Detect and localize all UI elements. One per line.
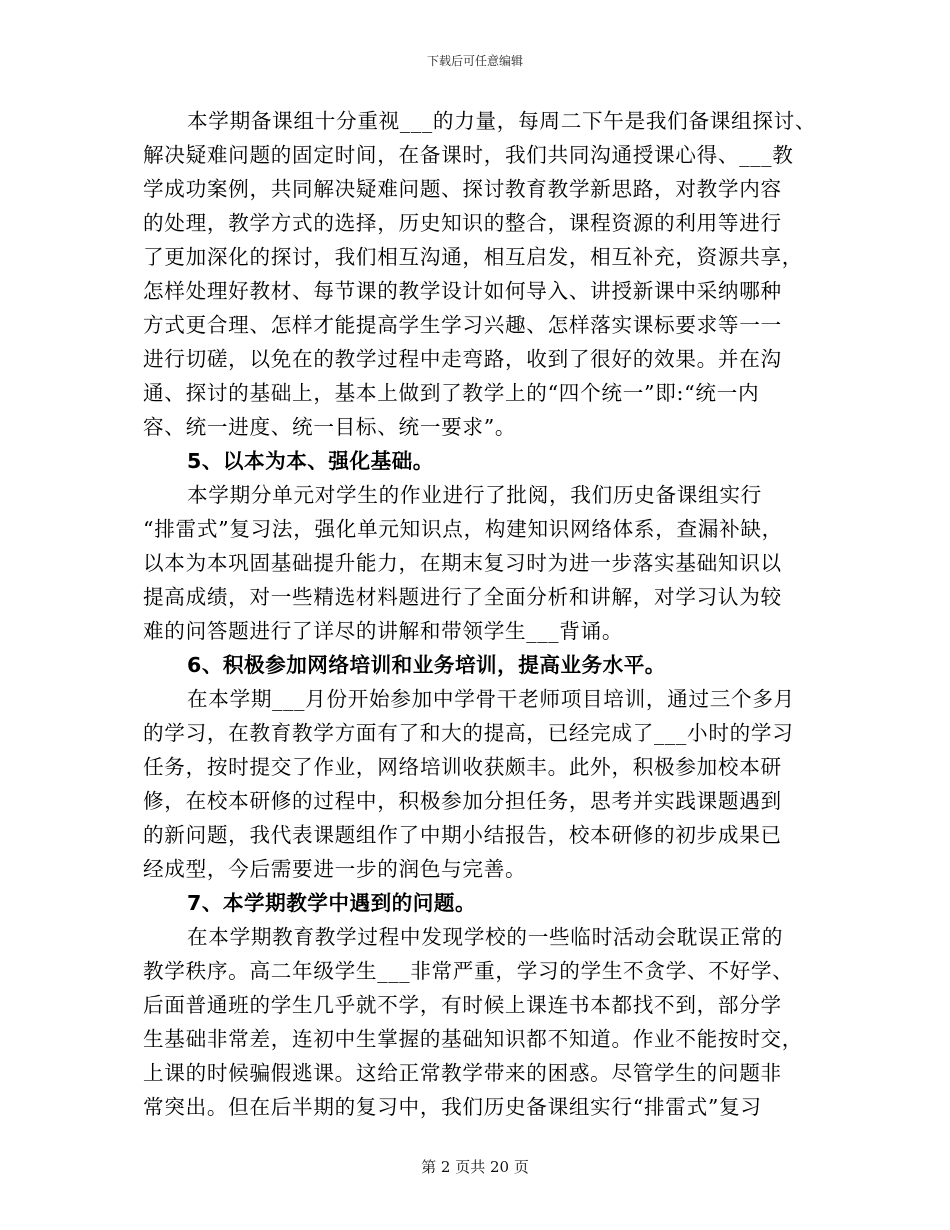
- paragraph-line: 后面普通班的学生几乎就不学，有时候上课连书本都找不到，部分学: [143, 993, 782, 1017]
- paragraph-line: 生基础非常差，连初中生掌握的基础知识都不知道。作业不能按时交，: [143, 1027, 804, 1051]
- paragraph-line: 难的问答题进行了详尽的讲解和带领学生___背诵。: [143, 619, 624, 643]
- paragraph-line: 修，在校本研修的过程中，积极参加分担任务，思考并实践课题遇到: [143, 789, 782, 813]
- paragraph-line: 解决疑难问题的固定时间，在备课时，我们共同沟通授课心得、___教: [143, 143, 794, 167]
- document-body: [143, 104, 817, 1124]
- paragraph-line: 提高成绩，对一些精选材料题进行了全面分析和讲解，对学习认为较: [143, 585, 782, 609]
- section-heading: 6、积极参加网络培训和业务培训，提高业务水平。: [187, 653, 666, 677]
- paragraph-line: 经成型，今后需要进一步的润色与完善。: [143, 857, 527, 881]
- paragraph-line: 本学期备课组十分重视___的力量，每周二下午是我们备课组探讨、: [187, 109, 817, 133]
- paragraph-line: 通、探讨的基础上，基本上做到了教学上的“四个统一”即:“统一内: [143, 381, 760, 405]
- paragraph-line: 以本为本巩固基础提升能力，在期末复习时为进一步落实基础知识以: [143, 551, 782, 575]
- paragraph-line: 方式更合理、怎样才能提高学生学习兴趣、怎样落实课标要求等一一: [143, 313, 782, 337]
- paragraph-line: 的学习，在教育教学方面有了和大的提高，已经完成了___小时的学习: [143, 721, 794, 745]
- paragraph-line: 了更加深化的探讨，我们相互沟通，相互启发，相互补充，资源共享，: [143, 245, 804, 269]
- paragraph-line: 在本学期教育教学过程中发现学校的一些临时活动会耽误正常的: [187, 925, 784, 949]
- paragraph-line: 进行切磋，以免在的教学过程中走弯路，收到了很好的效果。并在沟: [143, 347, 782, 371]
- section-heading: 5、以本为本、强化基础。: [187, 449, 434, 473]
- paragraph-line: 教学秩序。高二年级学生___非常严重，学习的学生不贪学、不好学、: [143, 959, 794, 983]
- paragraph-line: 学成功案例，共同解决疑难问题、探讨教育教学新思路，对教学内容: [143, 177, 782, 201]
- paragraph-line: 的新问题，我代表课题组作了中期小结报告，校本研修的初步成果已: [143, 823, 782, 847]
- paragraph-line: 在本学期___月份开始参加中学骨干老师项目培训，通过三个多月: [187, 687, 795, 711]
- page-header: 下载后可任意编辑: [426, 54, 523, 68]
- paragraph-line: 上课的时候骗假逃课。这给正常教学带来的困惑。尽管学生的问题非: [143, 1061, 782, 1085]
- paragraph-line: 本学期分单元对学生的作业进行了批阅，我们历史备课组实行: [187, 483, 762, 507]
- paragraph-line: 容、统一进度、统一目标、统一要求”。: [143, 415, 517, 439]
- section-heading: 7、本学期教学中遇到的问题。: [187, 891, 477, 915]
- paragraph-line: 的处理，教学方式的选择，历史知识的整合，课程资源的利用等进行: [143, 211, 782, 235]
- paragraph-line: “排雷式”复习法，强化单元知识点，构建知识网络体系，查漏补缺，: [143, 517, 783, 541]
- paragraph-line: 怎样处理好教材、每节课的教学设计如何导入、讲授新课中采纳哪种: [143, 279, 782, 303]
- paragraph-line: 常突出。但在后半期的复习中，我们历史备课组实行“排雷式”复习: [143, 1095, 762, 1119]
- page-number-footer: 第 2 页共 20 页: [421, 1158, 529, 1176]
- paragraph-line: 任务，按时提交了作业，网络培训收获颇丰。此外，积极参加校本研: [143, 755, 782, 779]
